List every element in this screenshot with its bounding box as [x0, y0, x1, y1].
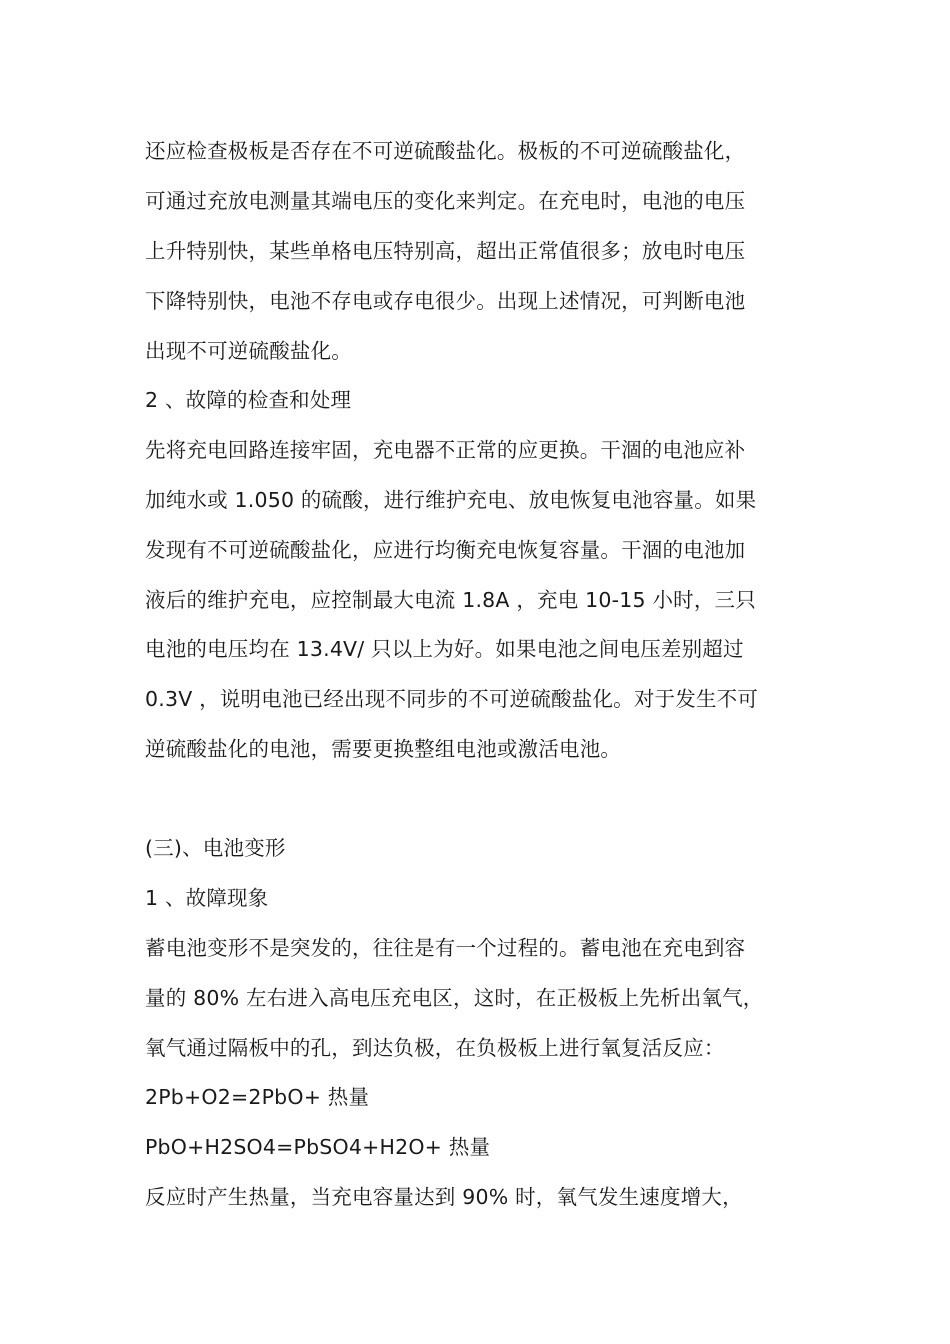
section-heading: 2 、故障的检查和处理 — [145, 388, 352, 412]
paragraph-line: 还应检查极板是否存在不可逆硫酸盐化。极板的不可逆硫酸盐化， — [145, 139, 746, 163]
paragraph-line: 可通过充放电测量其端电压的变化来判定。在充电时，电池的电压 — [145, 189, 746, 213]
equation-line: PbO+H2SO4=PbSO4+H2O+ 热量 — [145, 1135, 491, 1159]
paragraph-line: 逆硫酸盐化的电池，需要更换整组电池或激活电池。 — [145, 737, 622, 761]
paragraph-line: 氧气通过隔板中的孔，到达负极，在负极板上进行氧复活反应： — [145, 1036, 725, 1060]
paragraph-line: 蓄电池变形不是突发的，往往是有一个过程的。蓄电池在充电到容 — [145, 936, 746, 960]
section-heading: (三)、电池变形 — [145, 836, 286, 860]
paragraph-line: 先将充电回路连接牢固，充电器不正常的应更换。干涸的电池应补 — [145, 438, 746, 462]
section-heading: 1 、故障现象 — [145, 886, 269, 910]
paragraph-line: 发现有不可逆硫酸盐化，应进行均衡充电恢复容量。干涸的电池加 — [145, 538, 746, 562]
equation-line: 2Pb+O2=2PbO+ 热量 — [145, 1085, 370, 1109]
paragraph-line: 液后的维护充电，应控制最大电流 1.8A ，充电 10-15 小时，三只 — [145, 588, 756, 612]
paragraph-line: 反应时产生热量，当充电容量达到 90% 时，氧气发生速度增大， — [145, 1185, 743, 1209]
paragraph-line: 下降特别快，电池不存电或存电很少。出现上述情况，可判断电池 — [145, 289, 746, 313]
paragraph-line: 0.3V ，说明电池已经出现不同步的不可逆硫酸盐化。对于发生不可 — [145, 687, 759, 711]
paragraph-line: 量的 80% 左右进入高电压充电区，这时，在正极板上先析出氧气， — [145, 986, 764, 1010]
paragraph-line: 电池的电压均在 13.4V/ 只以上为好。如果电池之间电压差别超过 — [145, 637, 744, 661]
paragraph-line: 上升特别快，某些单格电压特别高，超出正常值很多；放电时电压 — [145, 239, 746, 263]
paragraph-line: 加纯水或 1.050 的硫酸，进行维护充电、放电恢复电池容量。如果 — [145, 488, 757, 512]
paragraph-line: 出现不可逆硫酸盐化。 — [145, 339, 352, 363]
